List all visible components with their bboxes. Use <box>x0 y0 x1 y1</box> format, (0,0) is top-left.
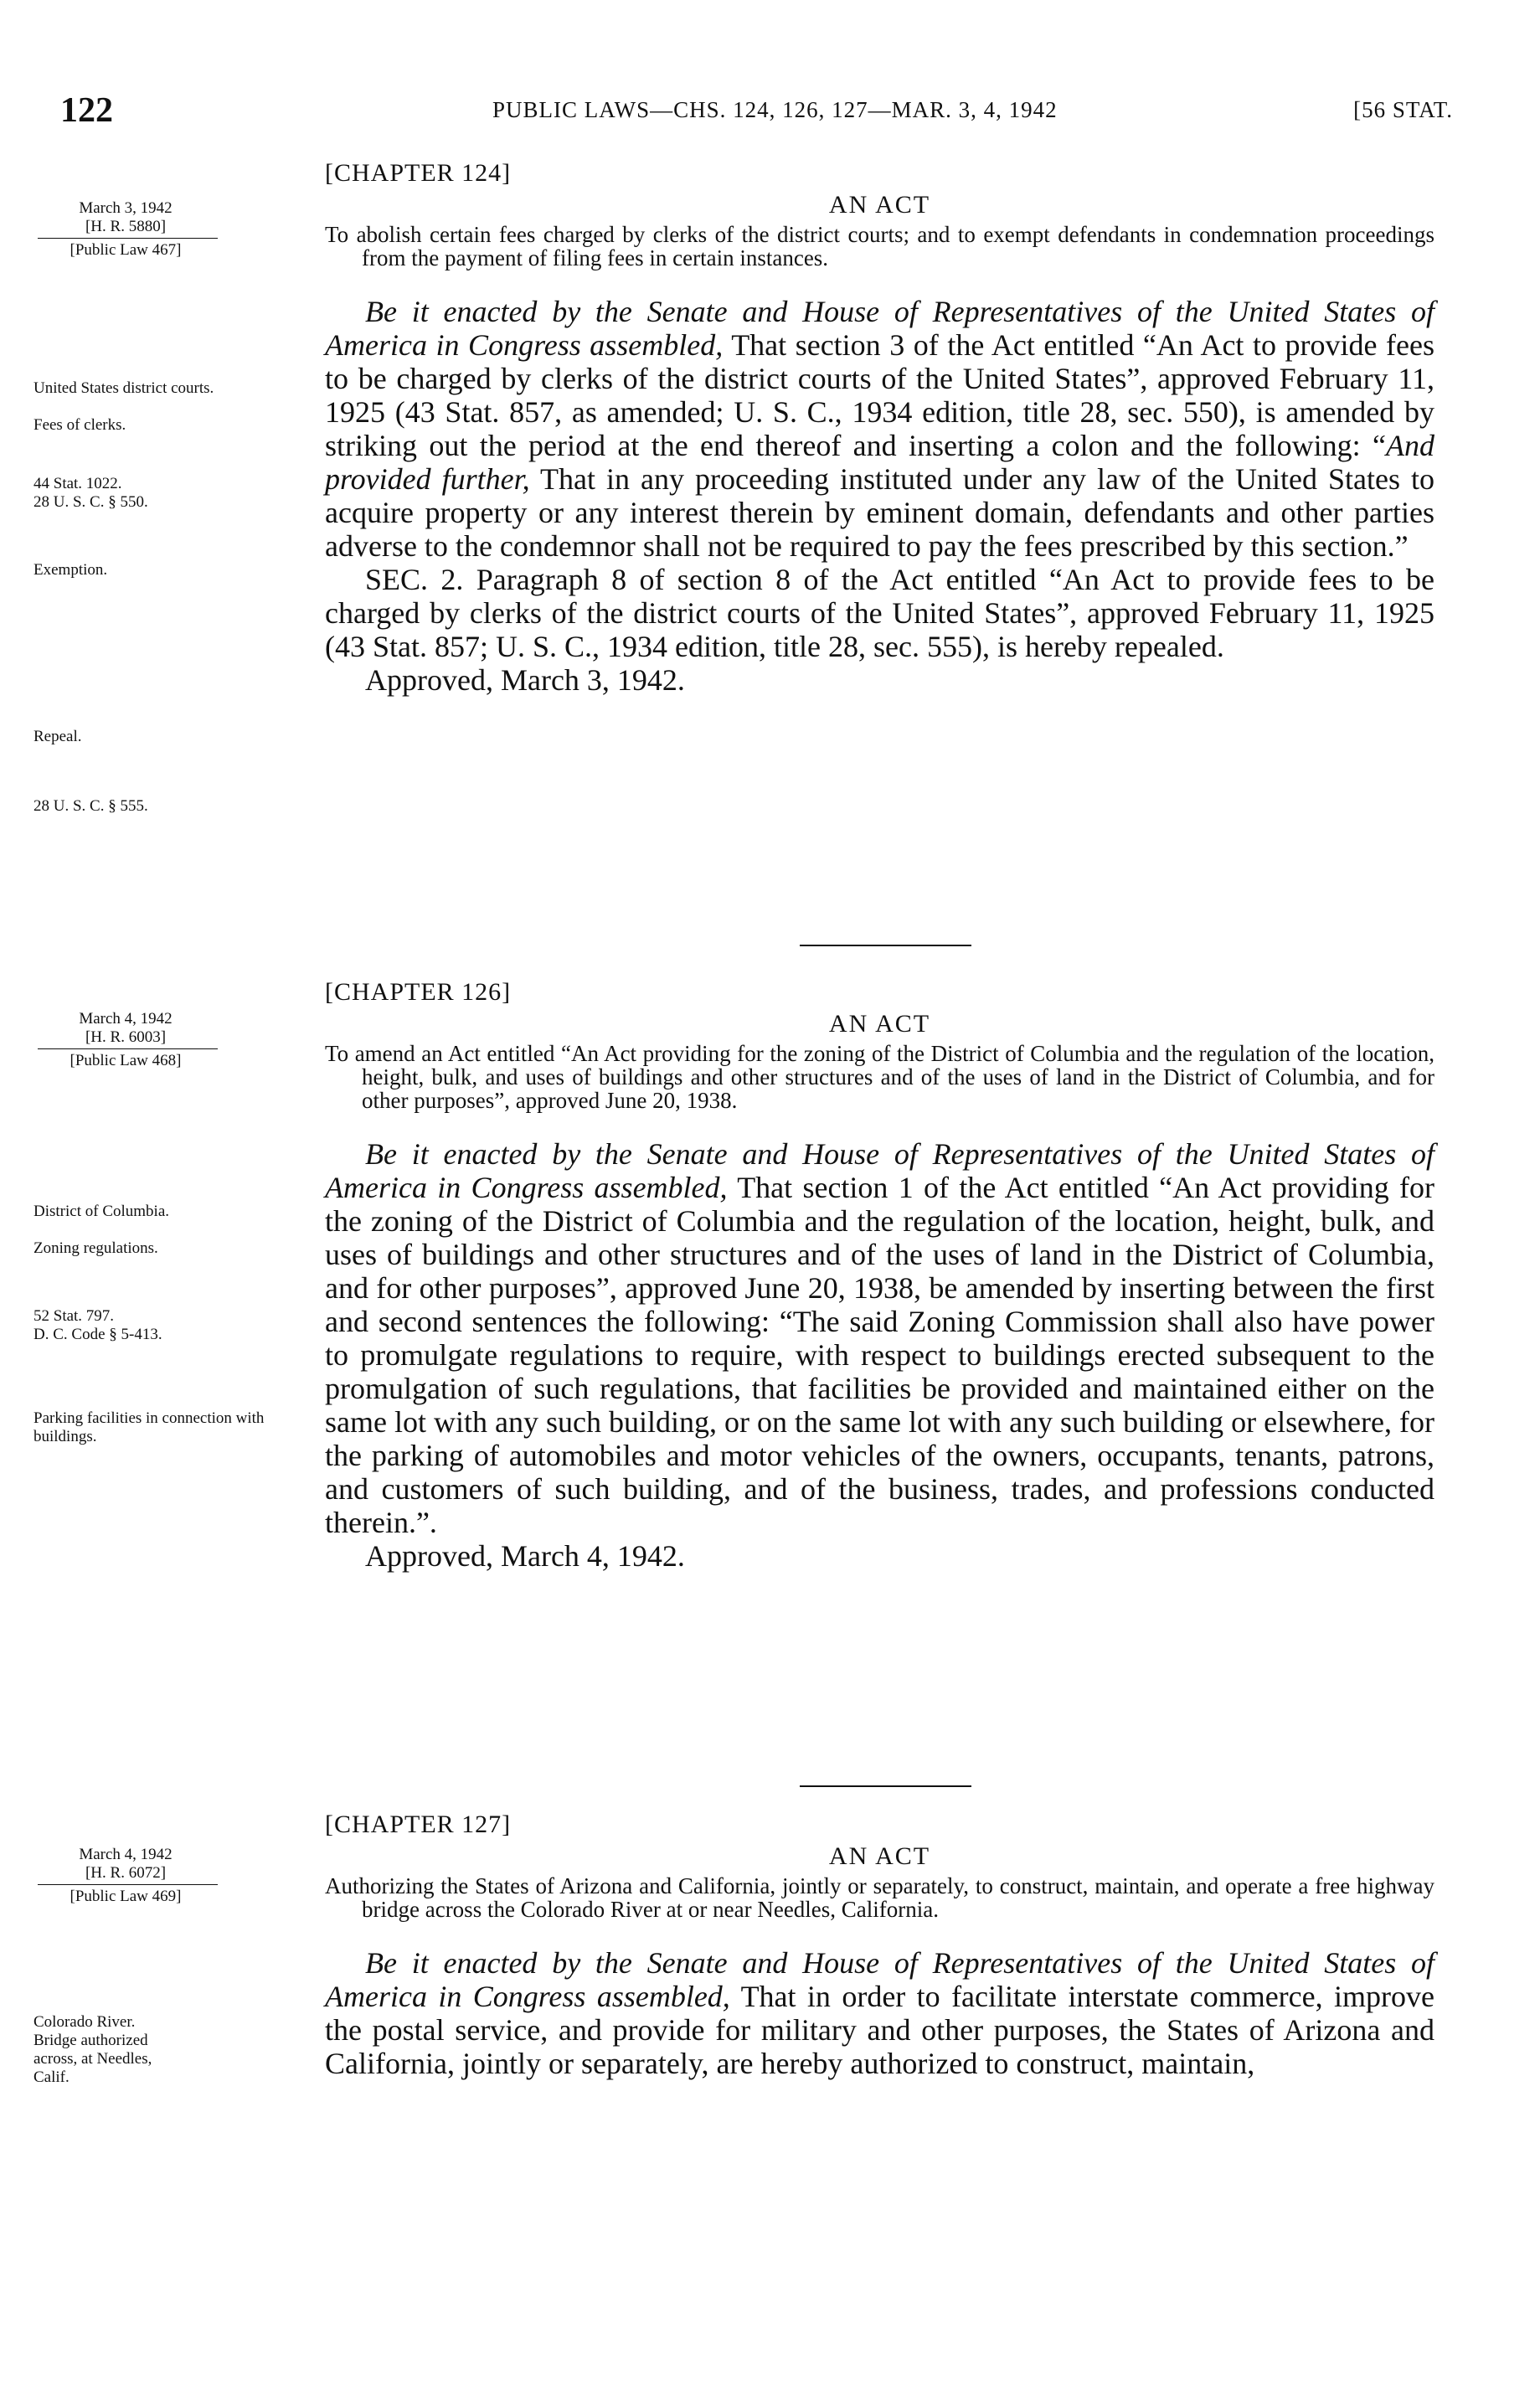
margin-note: United States district courts. <box>33 379 214 397</box>
section-text-tail: That in any proceeding instituted under any law of the United States to acquire property or any interest therein by eminent domain, defendants and other parties adverse to the condemnor shall not be required to pay the fees prescribed by this section.” <box>325 462 1434 563</box>
proviso: And provided further, <box>325 429 1434 496</box>
margin-note: Colorado River. <box>33 2013 136 2031</box>
running-head: PUBLIC LAWS—CHS. 124, 126, 127—MAR. 3, 4, 1942 <box>492 97 1058 122</box>
margin-rule <box>38 1048 218 1049</box>
margin-rule <box>38 238 218 239</box>
margin-note: District of Columbia. <box>33 1203 170 1220</box>
chapter-126 <box>325 978 1434 1573</box>
chapter-heading: [CHAPTER 127] <box>325 1811 512 1838</box>
section-label: SEC. 2. <box>365 563 464 596</box>
chapter-124 <box>325 159 1434 697</box>
enacting-clause <box>325 1946 1434 2080</box>
approval-date: March 3, 1942 <box>79 199 173 217</box>
enacting-formula: Be it enacted by the Senate and House of Representatives of the United States of America in Congress assembled, <box>325 295 1434 362</box>
margin-rule <box>38 1884 218 1885</box>
page-header <box>60 90 1453 132</box>
margin-note: 44 Stat. 1022. <box>33 475 122 492</box>
act-heading: AN ACT <box>828 1842 931 1870</box>
margin-note: 28 U. S. C. § 555. <box>33 797 148 815</box>
public-law-number: [Public Law 467] <box>70 241 182 259</box>
chapter-heading: [CHAPTER 126] <box>325 978 512 1006</box>
approval-line: Approved, March 4, 1942. <box>365 1539 685 1573</box>
act-heading: AN ACT <box>828 1010 931 1038</box>
enacting-formula: Be it enacted by the Senate and House of Representatives of the United States of America in Congress assembled, <box>325 1137 1434 1204</box>
section-text: That section 3 of the Act entitled “An Act to provide fees to be charged by clerks of the district courts of the United States”, approved February 11, 1925 (43 Stat. 857, as amended; U. S. C., 1934 edition, title 28, sec. 550), is amended by striking out the period at the end thereof and inserting a colon and the following: “ <box>325 328 1434 462</box>
chapter-127 <box>325 1811 1434 2080</box>
page-number: 122 <box>60 91 113 130</box>
chapter-divider <box>800 945 971 946</box>
enacting-clause <box>325 295 1434 563</box>
public-law-number: [Public Law 469] <box>70 1888 182 1905</box>
margin-note: Parking facilities in connection with buildings. <box>33 1409 265 1445</box>
chapter-heading: [CHAPTER 124] <box>325 159 512 187</box>
margin-note: Exemption. <box>33 561 108 579</box>
enacting-clause <box>325 1137 1434 1539</box>
margin-date-block-127 <box>33 1846 310 1906</box>
act-purpose: To abolish certain fees charged by clerks of the district courts; and to exempt defendants in condemnation proceedings from the payment of filing fees in certain instances. <box>325 222 1434 270</box>
chapter-divider <box>800 1785 971 1787</box>
section-text: That in order to facilitate interstate commerce, improve the postal service, and provide for military and other purposes, the States of Arizona and California, jointly or separately, are hereby authorized to construct, maintain, <box>325 1980 1434 2080</box>
statute-reference: [56 STAT. <box>1353 97 1453 122</box>
approval-date: March 4, 1942 <box>79 1846 173 1863</box>
margin-note: Zoning regulations. <box>33 1239 158 1257</box>
act-heading: AN ACT <box>828 191 931 219</box>
margin-note: Bridge authorized across, at Needles, Calif. <box>33 2032 152 2086</box>
section-2 <box>325 563 1434 663</box>
act-purpose: To amend an Act entitled “An Act providing for the zoning of the District of Columbia and the regulation of the location, height, bulk, and uses of buildings and other structures and of the uses of land in the District of Columbia, and for other purposes”, approved June 20, 1938. <box>325 1041 1434 1113</box>
section-text: That section 1 of the Act entitled “An Act providing for the zoning of the District of Columbia and the regulation of the location, height, bulk, and uses of buildings and other structures and of the uses of land in the District of Columbia, and for other purposes”, approved June 20, 1938, be amended by inserting between the first and second sentences the following: “The said Zoning Commission shall also have power to promulgate regulations to require, with respect to buildings erected subsequent to the promulgation of such regulations, that facilities be provided and maintained either on the same lot with any such building, or on the same lot with any such building or elsewhere, for the parking of automobiles and motor vehicles of the owners, occupants, tenants, patrons, and customers of such building, and of the business, trades, and professions conducted therein.”. <box>325 1171 1434 1539</box>
approval-date: March 4, 1942 <box>79 1010 173 1028</box>
margin-note: 28 U. S. C. § 550. <box>33 493 148 511</box>
public-law-number: [Public Law 468] <box>70 1052 182 1069</box>
margin-note: 52 Stat. 797. <box>33 1307 115 1325</box>
margin-date-block-126 <box>33 1010 310 1070</box>
act-purpose: Authorizing the States of Arizona and California, jointly or separately, to construct, maintain, and operate a free highway bridge across the Colorado River at or near Needles, California. <box>325 1873 1434 1922</box>
margin-note: D. C. Code § 5-413. <box>33 1326 162 1343</box>
margin-date-block-124 <box>33 199 310 260</box>
margin-note: Fees of clerks. <box>33 416 126 434</box>
approval-line: Approved, March 3, 1942. <box>365 663 685 697</box>
bill-number: [H. R. 5880] <box>85 218 167 235</box>
section-text: Paragraph 8 of section 8 of the Act entitled “An Act to provide fees to be charged by clerks of the district courts of the United States”, approved February 11, 1925 (43 Stat. 857; U. S. C., 1934 edition, title 28, sec. 555), is hereby repealed. <box>325 563 1435 663</box>
bill-number: [H. R. 6003] <box>85 1028 167 1046</box>
enacting-formula: Be it enacted by the Senate and House of Representatives of the United States of America in Congress assembled, <box>325 1946 1434 2013</box>
margin-note: Repeal. <box>33 728 82 745</box>
bill-number: [H. R. 6072] <box>85 1864 167 1882</box>
